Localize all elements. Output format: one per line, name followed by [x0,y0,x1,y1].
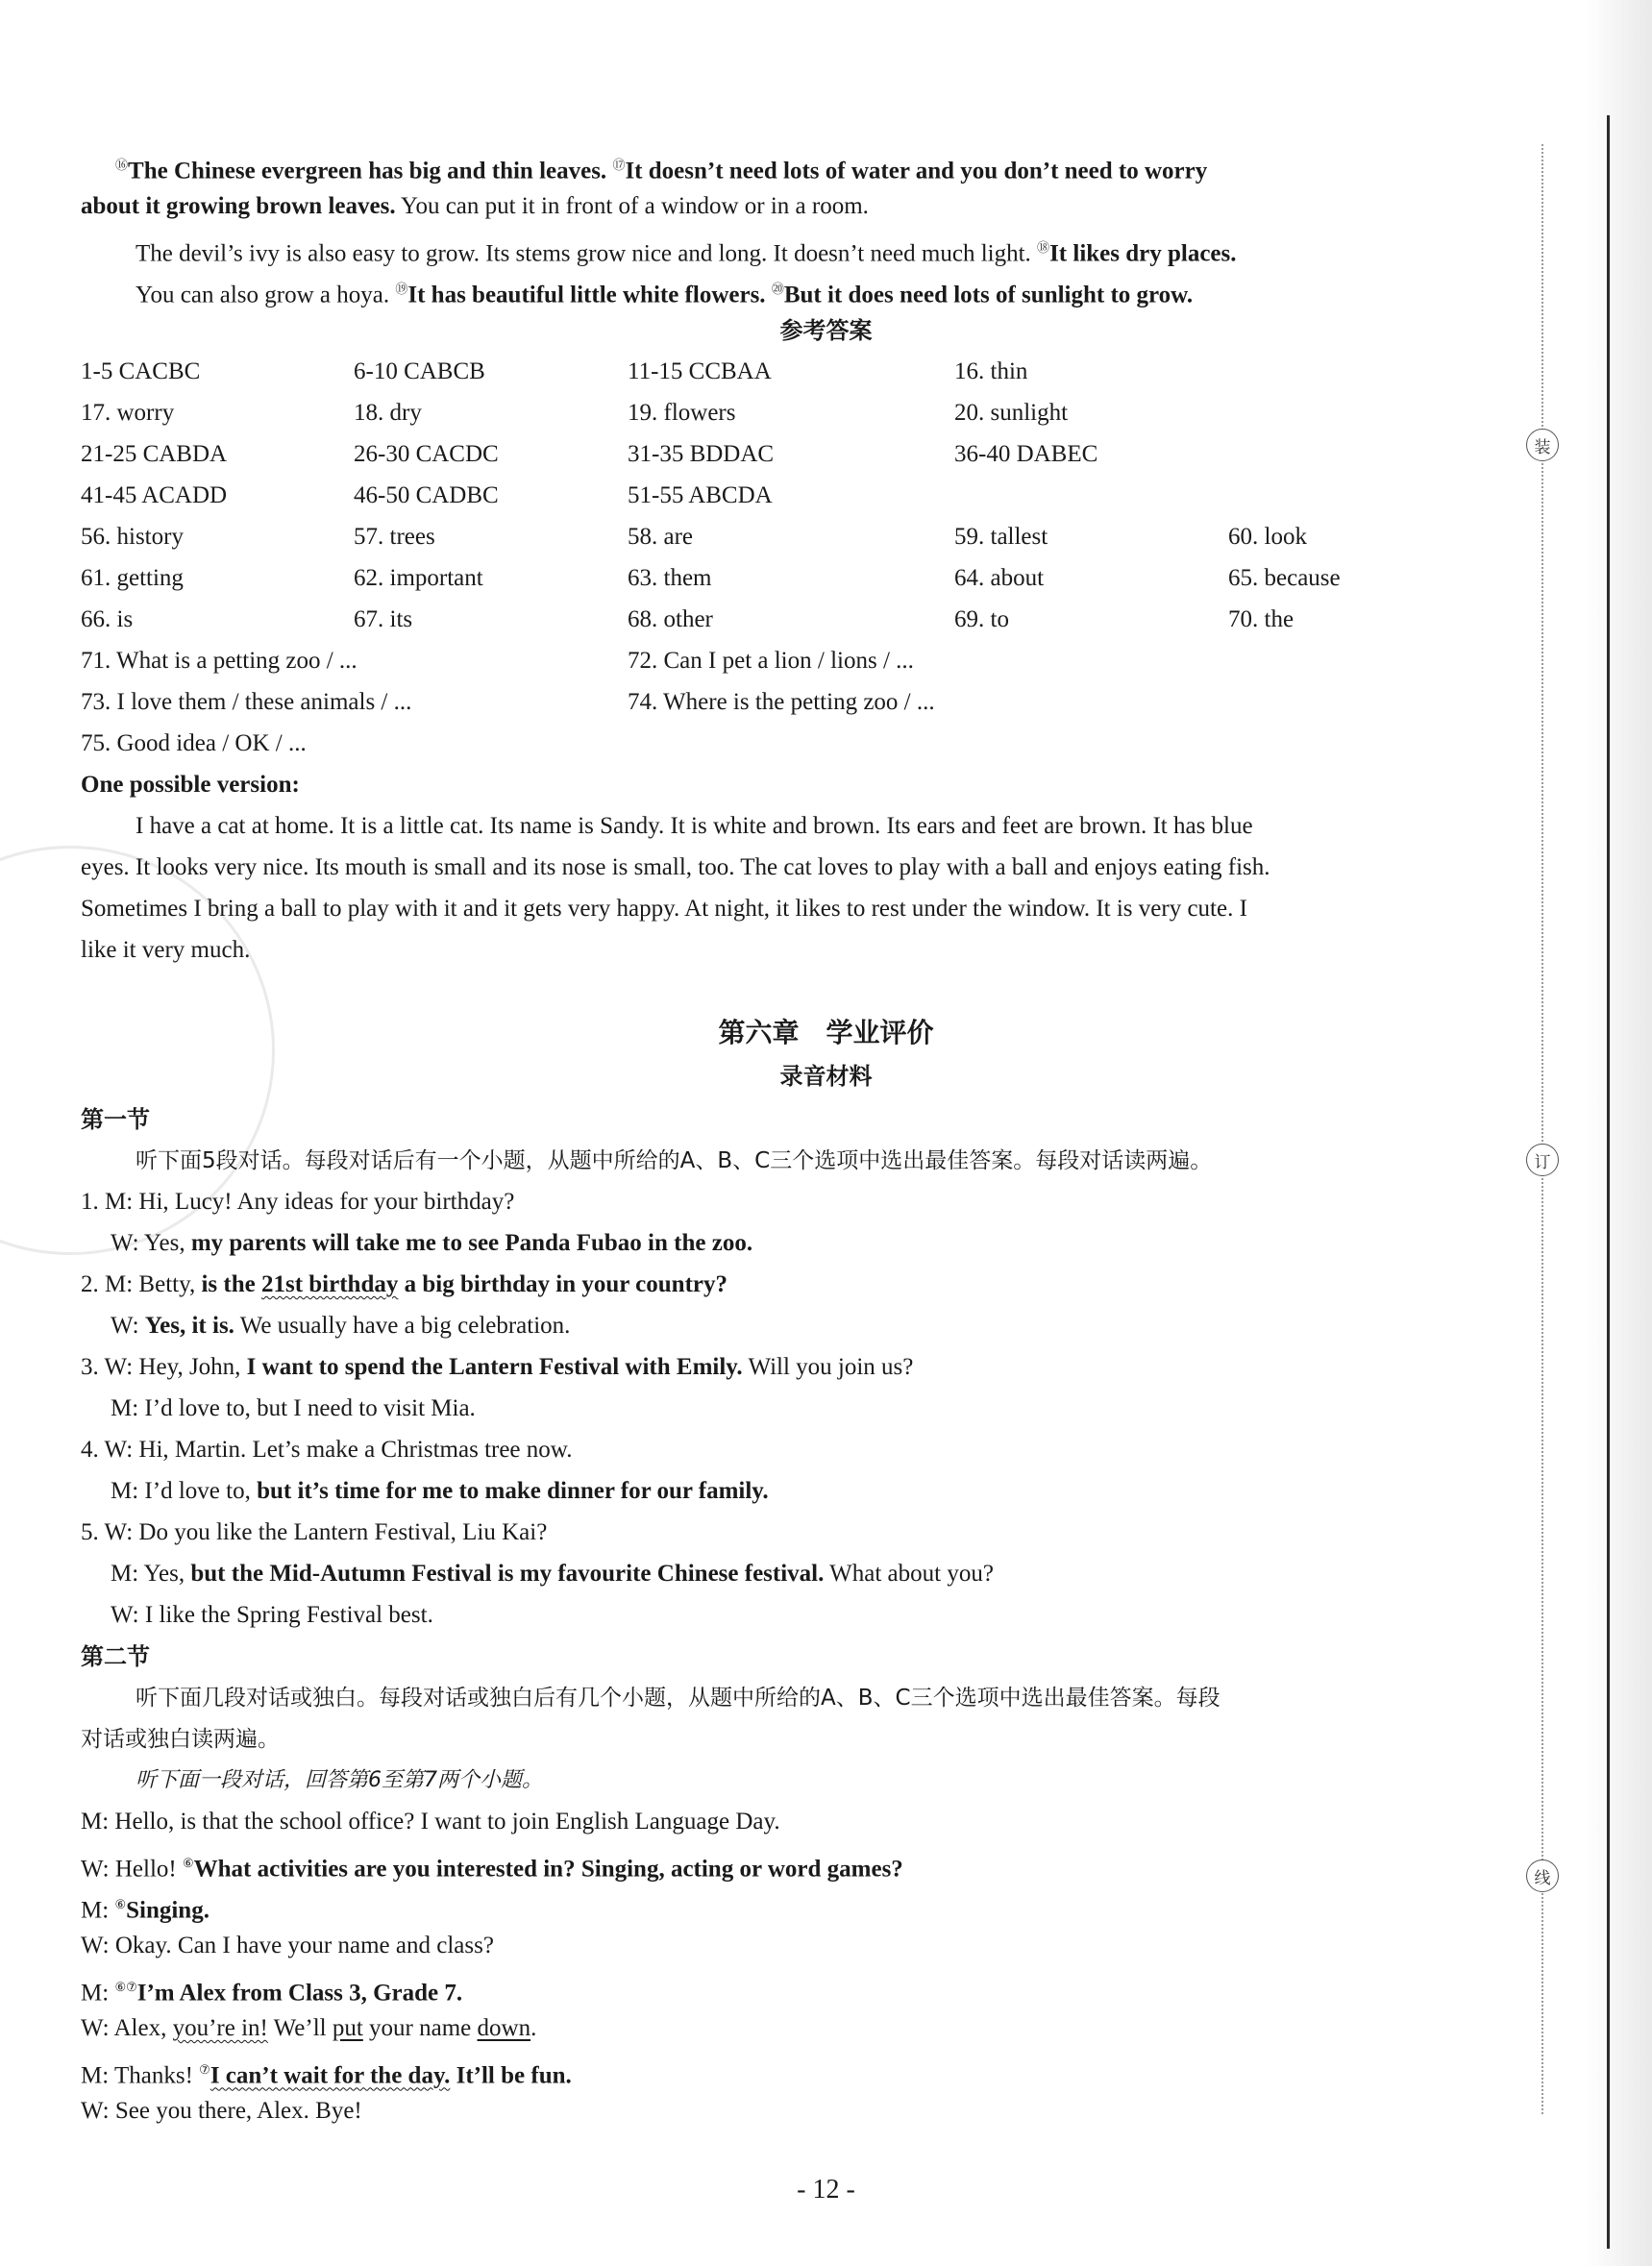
dialogue-line: W: Yes, my parents will take me to see Panda Fubao in the zoo. [111,1230,753,1256]
answer-cell-wide: 74. Where is the petting zoo / ... [628,689,935,715]
dialogue-line: W: I like the Spring Festival best. [111,1602,433,1628]
section2-sub-instruction: 听下面一段对话，回答第6至第7两个小题。 [136,1768,543,1792]
answer-cell-wide: 71. What is a petting zoo / ... [81,648,358,674]
dialogue-line: M: I’d love to, but it’s time for me to make dinner for our family. [111,1478,769,1504]
answer-cell-wide: 73. I love them / these animals / ... [81,689,412,715]
answer-cell-wide: 75. Good idea / OK / ... [81,730,307,756]
answer-cell: 36-40 DABEC [954,441,1098,467]
essay-line-2: eyes. It looks very nice. Its mouth is small and its nose is small, too. The cat loves to play with a ball and enjoys eating fish. [81,854,1270,880]
section2-instruction-2: 对话或独白读两遍。 [81,1727,280,1752]
binding-mark-1: 装 [1526,429,1559,461]
dialogue-line: W: See you there, Alex. Bye! [81,2098,362,2124]
page-number: - 12 - [797,2175,855,2204]
essay-line-4: like it very much. [81,937,251,963]
answer-cell: 41-45 ACADD [81,482,228,508]
dialogue-line: 2. M: Betty, is the 21st birthday a big birthday in your country? [81,1271,728,1297]
dialogue-line: M: I’d love to, but I need to visit Mia. [111,1395,476,1421]
page-edge-line [1607,115,1610,2249]
answer-cell: 56. history [81,524,184,550]
answer-cell: 19. flowers [628,400,736,426]
answer-cell: 58. are [628,524,694,550]
answer-cell: 18. dry [354,400,422,426]
answer-cell: 64. about [954,565,1045,591]
answer-cell: 20. sunlight [954,400,1069,426]
binding-mark-2: 订 [1526,1144,1559,1176]
dialogue-line: M: Yes, but the Mid-Autumn Festival is my favourite Chinese festival. What about you? [111,1561,994,1587]
section1-instruction: 听下面5段对话。每段对话后有一个小题，从题中所给的A、B、C三个选项中选出最佳答案。每段对话读两遍。 [136,1148,1213,1173]
dialogue-line: W: Alex, you’re in! We’ll put your name down. [81,2015,537,2041]
answer-cell: 60. look [1228,524,1307,550]
intro-line-2: about it growing brown leaves. You can put it in front of a window or in a room. [81,193,869,219]
answer-cell: 17. worry [81,400,175,426]
dialogue-line: M: ⑥⑦I’m Alex from Class 3, Grade 7. [81,1980,463,2007]
dialogue-line: M: ⑥Singing. [81,1897,210,1924]
answer-cell: 66. is [81,606,134,632]
section2-instruction-1: 听下面几段对话或独白。每段对话或独白后有几个小题，从题中所给的A、B、C三个选项中选出最佳答案。每段 [136,1686,1221,1711]
answer-cell: 16. thin [954,358,1028,384]
answer-cell: 63. them [628,565,712,591]
answer-cell: 26-30 CACDC [354,441,499,467]
answer-cell: 69. to [954,606,1009,632]
dialogue-line: W: Hello! ⑥What activities are you interested in? Singing, acting or word games? [81,1856,903,1883]
answer-cell: 51-55 ABCDA [628,482,773,508]
answer-cell: 1-5 CACBC [81,358,201,384]
dialogue-line: M: Hello, is that the school office? I want to join English Language Day. [81,1809,780,1835]
answer-cell: 68. other [628,606,713,632]
answers-title: 参考答案 [779,317,873,344]
dialogue-line: 4. W: Hi, Martin. Let’s make a Christmas tree now. [81,1437,573,1463]
answer-cell: 62. important [354,565,483,591]
answer-cell: 46-50 CADBC [354,482,499,508]
dialogue-line: W: Yes, it is. We usually have a big celebration. [111,1313,571,1339]
intro-line-4: You can also grow a hoya. ⑲It has beautiful little white flowers. ⑳But it does need lots of sunlight to grow. [136,282,1194,308]
section1-heading: 第一节 [81,1106,150,1133]
answer-cell: 70. the [1228,606,1294,632]
chapter-subtitle: 录音材料 [779,1063,873,1090]
answer-cell: 61. getting [81,565,184,591]
dialogue-line: 5. W: Do you like the Lantern Festival, Liu Kai? [81,1519,548,1545]
answer-cell: 57. trees [354,524,435,550]
chapter-title: 第六章 学业评价 [718,1017,934,1048]
answer-cell: 6-10 CABCB [354,358,485,384]
essay-line-3: Sometimes I bring a ball to play with it and it gets very happy. At night, it likes to rest under the window. It is very cute. I [81,896,1247,922]
answer-cell: 65. because [1228,565,1341,591]
answer-cell: 67. its [354,606,413,632]
answer-cell-wide: 72. Can I pet a lion / lions / ... [628,648,914,674]
essay-line-1: I have a cat at home. It is a little cat. Its name is Sandy. It is white and brown. Its ears and feet are brown. It has blue [136,813,1253,839]
dialogue-line: 3. W: Hey, John, I want to spend the Lantern Festival with Emily. Will you join us? [81,1354,914,1380]
answer-cell: 59. tallest [954,524,1048,550]
version-label: One possible version: [81,772,300,798]
binding-mark-3: 线 [1526,1860,1559,1892]
answer-cell: 11-15 CCBAA [628,358,772,384]
dialogue-line: 1. M: Hi, Lucy! Any ideas for your birthday? [81,1189,515,1215]
dialogue-line: M: Thanks! ⑦I can’t wait for the day. It’ll be fun. [81,2062,572,2089]
intro-line-3: The devil’s ivy is also easy to grow. Its stems grow nice and long. It doesn’t need much light. ⑱It likes dry places. [136,240,1237,267]
answer-cell: 21-25 CABDA [81,441,228,467]
section2-heading: 第二节 [81,1643,150,1670]
intro-line-1: ⑯The Chinese evergreen has big and thin leaves. ⑰It doesn’t need lots of water and you don’t need to worry [115,158,1208,185]
dialogue-line: W: Okay. Can I have your name and class? [81,1933,494,1958]
answer-cell: 31-35 BDDAC [628,441,775,467]
